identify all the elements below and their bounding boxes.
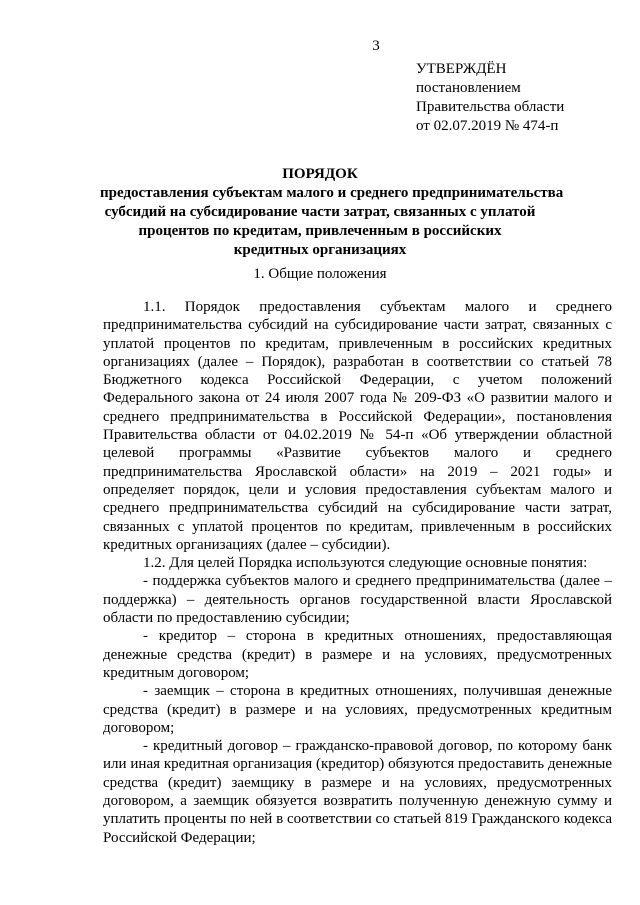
title-line: предоставления субъектам малого и среднего предпринимательства [100, 185, 564, 201]
title-line: кредитных организациях [233, 242, 407, 258]
paragraph: - поддержка субъектов малого и среднего предпринимательства (далее – поддержка) – деятельность органов государственной власти Ярославской области по предоставлению субсидии; [103, 573, 612, 627]
paragraph: - заемщик – сторона в кредитных отношениях, получившая денежные средства (кредит) в размере и на условиях, предусмотренных кредитным договором; [103, 683, 612, 736]
document-title [100, 165, 564, 260]
title-line: субсидий на субсидирование части затрат, связанных с уплатой [104, 204, 536, 220]
approval-line: постановлением [416, 80, 521, 96]
document-body [103, 298, 612, 847]
approval-line: от 02.07.2019 № 474-п [416, 118, 559, 134]
paragraph: - кредитный договор – гражданско-правовой договор, по которому банк или иная кредитная организация (кредитор) обязуются предоставить денежные средства (кредит) заемщику в размере и на условиях, предусмотренных договором, а заемщик обязуется возвратить полученную денежную сумму и уплатить проценты по ней в соответствии со статьей 819 Гражданского кодекса Российской Федерации; [103, 738, 612, 846]
title-heading: ПОРЯДОК [282, 166, 358, 182]
approval-line: Правительства области [416, 99, 565, 115]
paragraph: 1.1. Порядок предоставления субъектам малого и среднего предпринимательства субсидий на субсидирование части затрат, связанных с уплатой процентов по кредитам, привлеченным в российских кредитных организациях (далее – Порядок), разработан в соответствии со статьей 78 Бюджетного кодекса Российской Федерации, с учетом положений Федерального закона от 24 июля 2007 года № 209-ФЗ «О развитии малого и среднего предпринимательства в Российской Федерации», постановления Правительства области от 04.02.2019 № 54-п «Об утверждении областной целевой программы «Развитие субъектов малого и среднего предпринимательства Ярославской области» на 2019 – 2021 годы» и определяет порядок, цели и условия предоставления субъектам малого и среднего предпринимательства субсидий на субсидирование части затрат, связанных с уплатой процентов по кредитам, привлеченным в российских кредитных организациях (далее – субсидии). [103, 299, 612, 553]
page-number: 3 [372, 38, 380, 54]
approval-line: УТВЕРЖДЁН [416, 61, 507, 77]
approval-stamp [416, 60, 626, 136]
paragraph: - кредитор – сторона в кредитных отношениях, предоставляющая денежные средства (кредит) в размере и на условиях, предусмотренных кредитным договором; [103, 628, 612, 681]
section-heading: 1. Общие положения [253, 266, 387, 282]
paragraph: 1.2. Для целей Порядка используются следующие основные понятия: [143, 555, 588, 572]
title-line: процентов по кредитам, привлеченным в российских [138, 223, 502, 239]
